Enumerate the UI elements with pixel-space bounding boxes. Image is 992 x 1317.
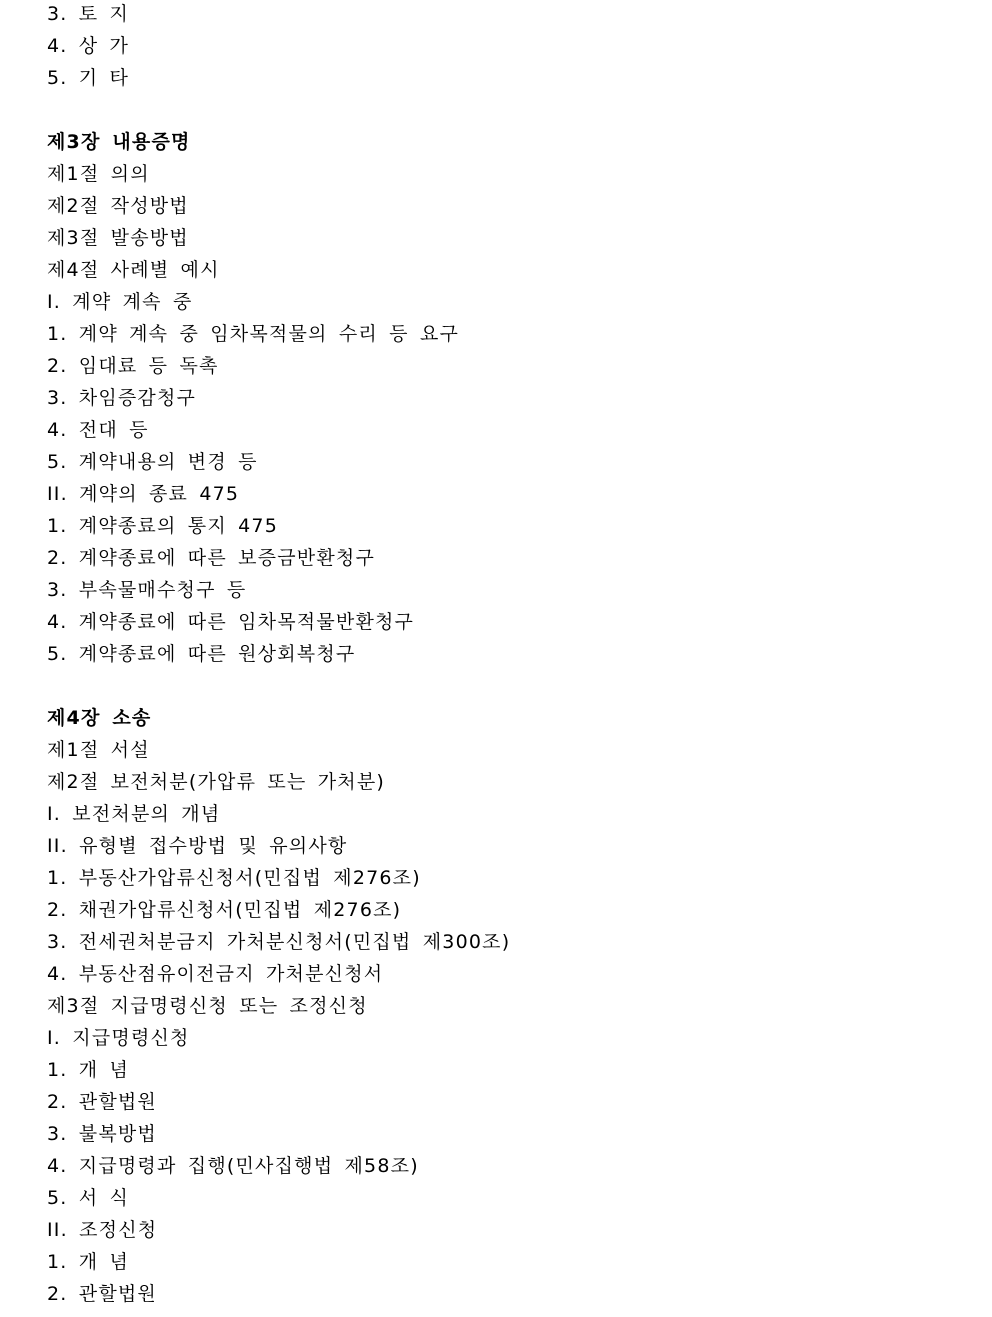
toc-line: I. 보전처분의 개념 (47, 803, 221, 825)
toc-line: 제3절 지급명령신청 또는 조정신청 (47, 995, 368, 1017)
toc-line: 5. 기 타 (47, 67, 130, 89)
toc-line: II. 조정신청 (47, 1219, 158, 1241)
toc-line: 3. 토 지 (47, 3, 130, 25)
toc-line: I. 지급명령신청 (47, 1027, 190, 1049)
toc-line: 4. 부동산점유이전금지 가처분신청서 (47, 963, 384, 985)
toc-line: 3. 차임증감청구 (47, 387, 197, 409)
toc-line: 1. 개 념 (47, 1059, 130, 1081)
toc-line: 2. 관할법원 (47, 1091, 157, 1113)
blank-line (47, 94, 967, 126)
toc-line: 3. 불복방법 (47, 1123, 157, 1145)
toc-line: 2. 관할법원 (47, 1283, 157, 1305)
toc-line: 제2절 작성방법 (47, 195, 189, 217)
toc-line: 제1절 의의 (47, 163, 150, 185)
toc-line: 제2절 보전처분(가압류 또는 가처분) (47, 771, 385, 793)
toc-line: 5. 계약종료에 따른 원상회복청구 (47, 643, 356, 665)
chapter-title: 제4장 소송 (47, 707, 152, 729)
toc-line: 4. 지급명령과 집행(민사집행법 제58조) (47, 1155, 419, 1177)
chapter-title: 제3장 내용증명 (47, 131, 191, 153)
toc-line: 5. 서 식 (47, 1187, 130, 1209)
toc-line: II. 유형별 접수방법 및 유의사항 (47, 835, 348, 857)
toc-line: 1. 개 념 (47, 1251, 130, 1273)
toc-line: 제1절 서설 (47, 739, 150, 761)
toc-line: II. 계약의 종료 475 (47, 483, 240, 505)
toc-line: 5. 계약내용의 변경 등 (47, 451, 258, 473)
toc-line: 1. 부동산가압류신청서(민집법 제276조) (47, 867, 421, 889)
toc-line: 3. 전세권처분금지 가처분신청서(민집법 제300조) (47, 931, 511, 953)
document-page (47, 0, 967, 1310)
toc-line: 4. 상 가 (47, 35, 130, 57)
toc-line: 제4절 사례별 예시 (47, 259, 220, 281)
toc-line: 제3절 발송방법 (47, 227, 189, 249)
toc-line: 4. 계약종료에 따른 임차목적물반환청구 (47, 611, 415, 633)
toc-line: 2. 계약종료에 따른 보증금반환청구 (47, 547, 376, 569)
toc-line: 2. 채권가압류신청서(민집법 제276조) (47, 899, 402, 921)
toc-line: 3. 부속물매수청구 등 (47, 579, 247, 601)
toc-line: I. 계약 계속 중 (47, 291, 193, 313)
blank-line (47, 670, 967, 702)
toc-line: 4. 전대 등 (47, 419, 149, 441)
toc-line: 1. 계약종료의 통지 475 (47, 515, 278, 537)
toc-line: 1. 계약 계속 중 임차목적물의 수리 등 요구 (47, 323, 460, 345)
toc-line: 2. 임대료 등 독촉 (47, 355, 219, 377)
